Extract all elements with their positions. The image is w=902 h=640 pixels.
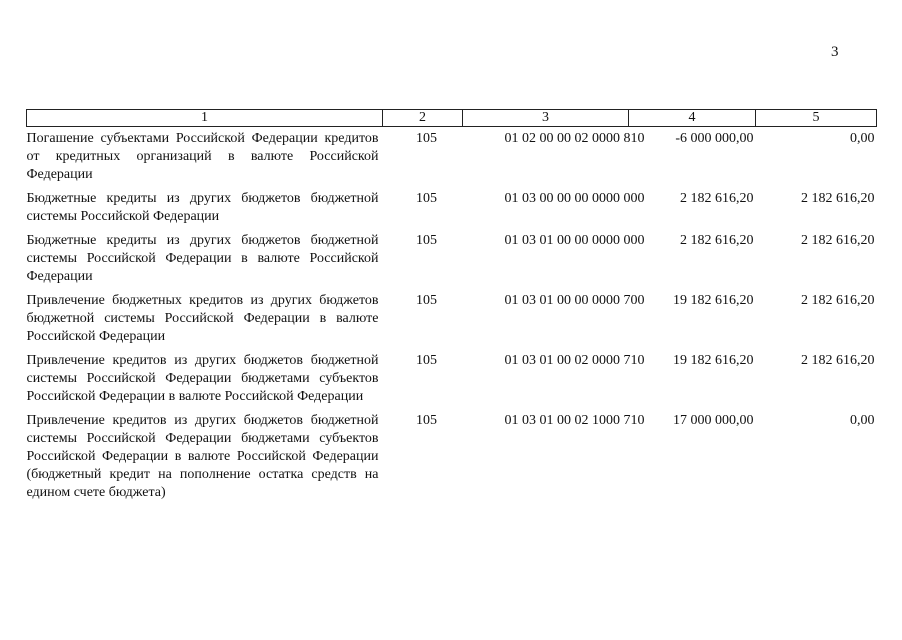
row-name: Привлечение бюджетных кредитов из других бюджетов бюджетной системы Российской Федерации в валюте Российской Федерации bbox=[26, 293, 379, 344]
row-admin-code: 105 bbox=[416, 413, 437, 428]
table-header-row bbox=[27, 110, 877, 127]
table-row bbox=[27, 292, 877, 352]
table-row bbox=[27, 232, 877, 292]
row-kbk-code: 01 03 01 00 00 0000 700 bbox=[504, 293, 645, 308]
row-amount-col4: 2 182 616,20 bbox=[680, 233, 754, 248]
row-admin-code: 105 bbox=[416, 353, 437, 368]
row-amount-col5: 2 182 616,20 bbox=[801, 353, 875, 368]
header-col-3: 3 bbox=[463, 110, 629, 127]
row-amount-col4: 17 000 000,00 bbox=[673, 413, 754, 428]
row-amount-col4: 19 182 616,20 bbox=[673, 353, 754, 368]
row-name: Привлечение кредитов из других бюджетов бюджетной системы Российской Федерации бюджетами субъектов Российской Федерации в валюте Российской Федерации (бюджетный кредит на пополнение остатка средств на едином счете бюджета) bbox=[26, 413, 379, 500]
table-row bbox=[27, 190, 877, 232]
row-amount-col5: 0,00 bbox=[850, 131, 875, 146]
header-col-1: 1 bbox=[27, 110, 383, 127]
row-name: Бюджетные кредиты из других бюджетов бюджетной системы Российской Федерации в валюте Российской Федерации bbox=[26, 233, 379, 284]
row-admin-code: 105 bbox=[416, 293, 437, 308]
row-amount-col5: 2 182 616,20 bbox=[801, 293, 875, 308]
table-row bbox=[27, 352, 877, 412]
row-admin-code: 105 bbox=[416, 191, 437, 206]
row-name: Погашение субъектами Российской Федерации кредитов от кредитных организаций в валюте Российской Федерации bbox=[26, 131, 379, 182]
row-kbk-code: 01 03 01 00 00 0000 000 bbox=[504, 233, 645, 248]
header-col-5: 5 bbox=[756, 110, 877, 127]
header-col-4: 4 bbox=[629, 110, 756, 127]
row-amount-col4: -6 000 000,00 bbox=[675, 131, 754, 146]
budget-sources-table bbox=[26, 109, 877, 508]
row-name: Привлечение кредитов из других бюджетов бюджетной системы Российской Федерации бюджетами субъектов Российской Федерации в валюте Российской Федерации bbox=[26, 353, 379, 404]
table-row bbox=[27, 412, 877, 508]
row-admin-code: 105 bbox=[416, 131, 437, 146]
row-amount-col4: 19 182 616,20 bbox=[673, 293, 754, 308]
row-amount-col5: 2 182 616,20 bbox=[801, 233, 875, 248]
row-kbk-code: 01 02 00 00 02 0000 810 bbox=[504, 131, 645, 146]
table-row bbox=[27, 127, 877, 191]
row-kbk-code: 01 03 01 00 02 0000 710 bbox=[504, 353, 645, 368]
page-number: 3 bbox=[831, 44, 839, 60]
row-amount-col4: 2 182 616,20 bbox=[680, 191, 754, 206]
header-col-2: 2 bbox=[383, 110, 463, 127]
row-kbk-code: 01 03 01 00 02 1000 710 bbox=[504, 413, 645, 428]
row-amount-col5: 0,00 bbox=[850, 413, 875, 428]
row-admin-code: 105 bbox=[416, 233, 437, 248]
row-kbk-code: 01 03 00 00 00 0000 000 bbox=[504, 191, 645, 206]
row-amount-col5: 2 182 616,20 bbox=[801, 191, 875, 206]
row-name: Бюджетные кредиты из других бюджетов бюджетной системы Российской Федерации bbox=[26, 191, 379, 224]
